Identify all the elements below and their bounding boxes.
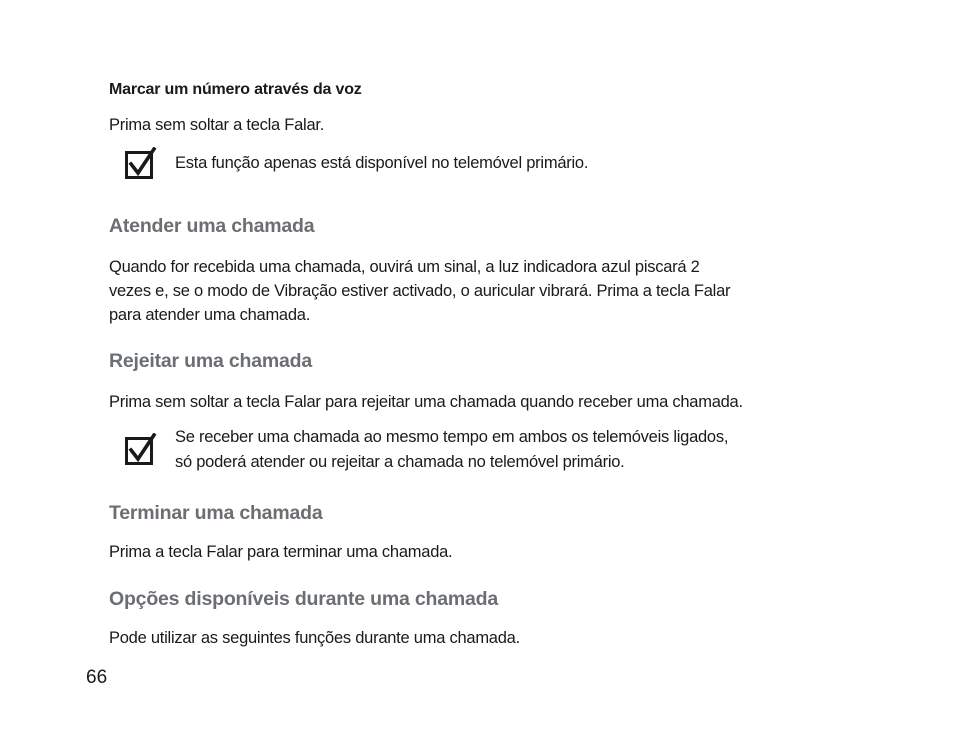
answer-call-heading: Atender uma chamada [109, 215, 315, 237]
voice-dial-note: Esta função apenas está disponível no telemóvel primário. [175, 154, 589, 172]
answer-call-paragraph [109, 255, 730, 327]
page-number: 66 [86, 667, 108, 688]
reject-call-note-line: só poderá atender ou rejeitar a chamada no telemóvel primário. [175, 453, 625, 471]
reject-call-heading: Rejeitar uma chamada [109, 350, 313, 372]
reject-call-note-line: Se receber uma chamada ao mesmo tempo em ambos os telemóveis ligados, [175, 428, 729, 446]
answer-call-line: Quando for recebida uma chamada, ouvirá um sinal, a luz indicadora azul piscará 2 [109, 258, 700, 276]
call-options-text: Pode utilizar as seguintes funções durante uma chamada. [109, 629, 520, 647]
checkbox-note-icon [125, 147, 157, 179]
voice-dial-heading: Marcar um número através da voz [109, 81, 362, 98]
end-call-text: Prima a tecla Falar para terminar uma chamada. [109, 543, 453, 561]
end-call-heading: Terminar uma chamada [109, 502, 323, 524]
reject-call-note [175, 425, 728, 475]
voice-dial-text: Prima sem soltar a tecla Falar. [109, 116, 325, 134]
answer-call-line: vezes e, se o modo de Vibração estiver activado, o auricular vibrará. Prima a tecla Falar [109, 282, 731, 300]
call-options-heading: Opções disponíveis durante uma chamada [109, 588, 499, 610]
checkbox-note-icon [125, 433, 157, 465]
reject-call-text: Prima sem soltar a tecla Falar para rejeitar uma chamada quando receber uma chamada. [109, 393, 743, 411]
answer-call-line: para atender uma chamada. [109, 306, 311, 324]
